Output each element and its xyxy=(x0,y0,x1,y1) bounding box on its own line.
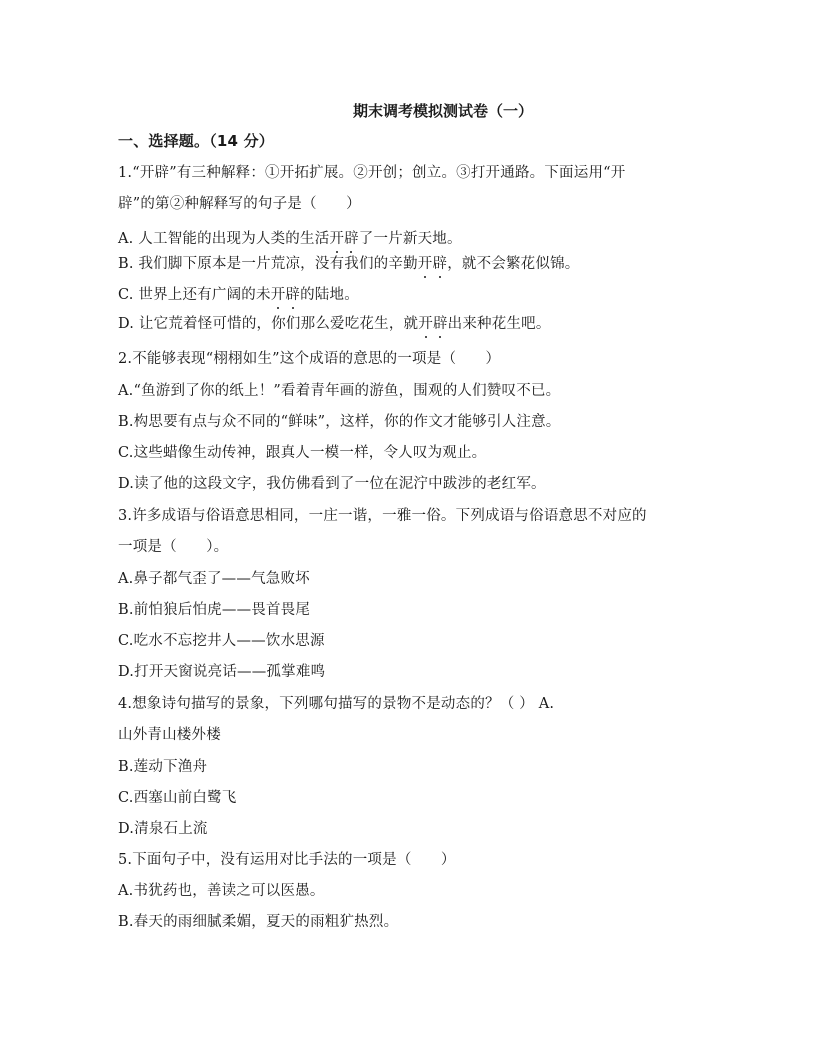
dotted-char: 辟 xyxy=(432,316,448,332)
option-text: 了一片新天地。 xyxy=(358,231,462,247)
question-2-option-d: D.读了他的这段文字，我仿佛看到了一位在泥泞中跋涉的老红军。 xyxy=(118,476,546,492)
dotted-char: 开 xyxy=(270,287,286,303)
question-2-option-c: C.这些蜡像生动传神，跟真人一模一样，令人叹为观止。 xyxy=(118,445,487,461)
emphasized-word xyxy=(271,287,300,303)
question-2-option-a: A.“鱼游到了你的纸上！”看着青年画的游鱼，围观的人们赞叹不已。 xyxy=(118,383,561,399)
question-3-option-b: B.前怕狼后怕虎——畏首畏尾 xyxy=(118,602,311,618)
option-text: C. 世界上还有广阔的未 xyxy=(118,287,271,303)
question-1-option-d xyxy=(118,314,551,334)
emphasized-word xyxy=(329,231,358,247)
question-3-stem-line-1: 3.许多成语与俗语意思相同，一庄一谐，一雅一俗。下列成语与俗语意思不对应的 xyxy=(118,508,647,524)
question-1-option-a xyxy=(118,229,462,249)
question-1-option-c xyxy=(118,285,359,305)
question-3-option-c: C.吃水不忘挖井人——饮水思源 xyxy=(118,633,325,649)
option-text: 的陆地。 xyxy=(300,287,359,303)
emphasized-word xyxy=(418,256,447,272)
question-4-option-d: D.清泉石上流 xyxy=(118,821,208,837)
option-text: ，就不会繁花似锦。 xyxy=(447,256,580,272)
question-2-stem: 2.不能够表现“栩栩如生”这个成语的意思的一项是（ ） xyxy=(118,351,501,367)
dotted-char: 辟 xyxy=(344,231,359,247)
document-title: 期末调考模拟测试卷（一） xyxy=(352,102,533,120)
question-4-option-c: C.西塞山前白鹭飞 xyxy=(118,790,237,806)
question-2-option-b: B.构思要有点与众不同的“鲜味”，这样，你的作文才能够引人注意。 xyxy=(118,414,561,430)
question-3-option-a: A.鼻子都气歪了——气急败坏 xyxy=(118,571,310,587)
question-1-stem-line-2: 辟”的第②种解释写的句子是（ ） xyxy=(118,196,361,212)
dotted-char: 开 xyxy=(329,231,345,247)
question-5-stem: 5.下面句子中，没有运用对比手法的一项是（ ） xyxy=(118,852,456,868)
section-heading: 一、选择题。（14 分） xyxy=(118,132,274,150)
dotted-char: 辟 xyxy=(432,256,448,272)
option-text: D. 让它荒着怪可惜的，你们那么爱吃花生，就 xyxy=(118,316,419,332)
question-1-stem-line-1: 1.“开辟”有三种解释：①开拓扩展。②开创；创立。③打开通路。下面运用“开 xyxy=(118,165,626,181)
dotted-char: 开 xyxy=(417,256,433,272)
dotted-char: 开 xyxy=(418,316,433,332)
question-4-stem-line-1: 4.想象诗句描写的景象，下列哪句描写的景物不是动态的？（ ） A. xyxy=(118,696,555,712)
question-3-stem-line-2: 一项是（ ）。 xyxy=(118,539,229,555)
question-5-option-b: B.春天的雨细腻柔媚，夏天的雨粗犷热烈。 xyxy=(118,914,399,930)
emphasized-word xyxy=(418,316,447,332)
dotted-char: 辟 xyxy=(285,287,301,303)
question-4-option-b: B.莲动下渔舟 xyxy=(118,759,208,775)
option-text: 出来种花生吧。 xyxy=(447,316,551,332)
question-3-option-d: D.打开天窗说亮话——孤掌难鸣 xyxy=(118,664,326,680)
option-text: B. 我们脚下原本是一片荒凉，没有我们的辛勤 xyxy=(118,256,418,272)
question-4-option-a-text: 山外青山楼外楼 xyxy=(118,727,221,743)
question-1-option-b xyxy=(118,254,580,274)
option-text: A. 人工智能的出现为人类的生活 xyxy=(118,231,330,247)
question-5-option-a: A.书犹药也，善读之可以医愚。 xyxy=(118,883,325,899)
